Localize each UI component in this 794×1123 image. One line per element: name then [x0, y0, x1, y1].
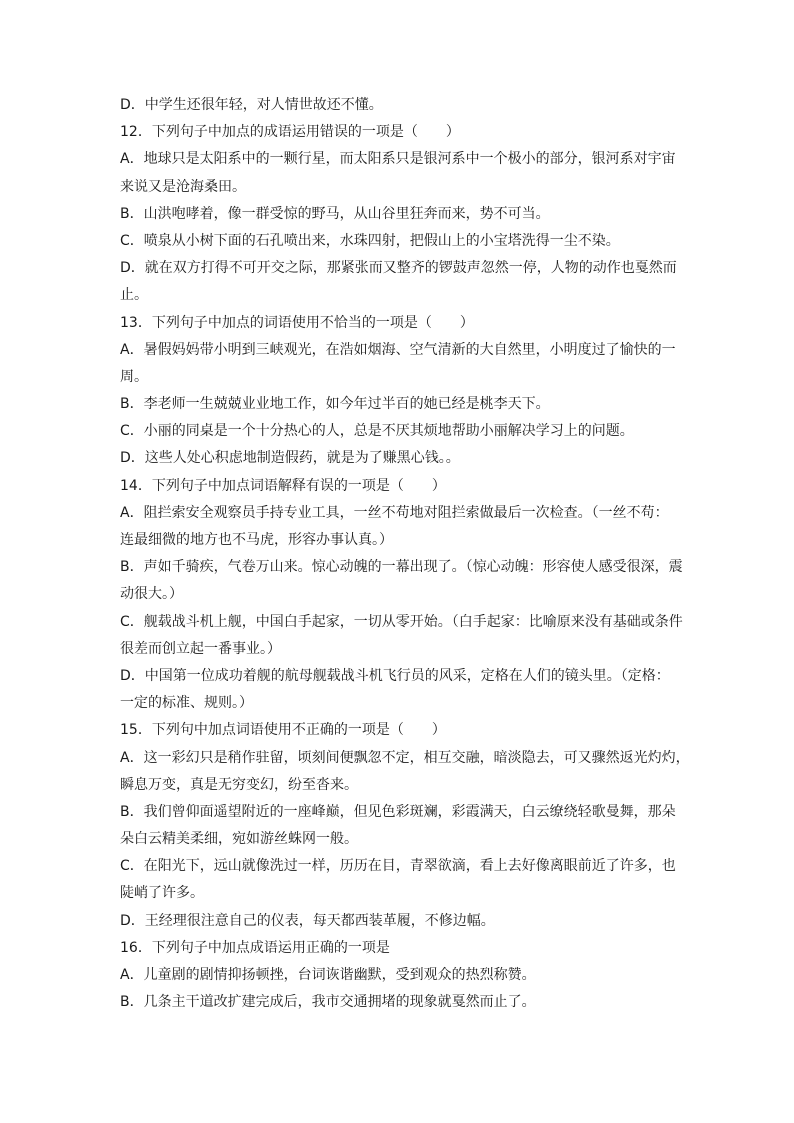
question-line: 13．下列句子中加点的词语使用不恰当的一项是（ ） — [120, 314, 474, 331]
option-line: D．这些人处心积虑地制造假药，就是为了赚黑心钱。。 — [120, 450, 460, 467]
option-line: A．阻拦索安全观察员手持专业工具，一丝不苟地对阻拦索做最后一次检查。（一丝不苟： — [120, 504, 669, 521]
option-line: 朵白云精美柔细，宛如游丝蛛网一般。 — [120, 831, 358, 848]
option-line: 连最细微的地方也不马虎，形容办事认真。） — [120, 532, 393, 548]
option-line: 动很大。） — [120, 586, 183, 603]
question-line: 16．下列句子中加点成语运用正确的一项是 — [120, 939, 390, 956]
option-line: D．中学生还很年轻，对人情世故还不懂。 — [120, 97, 383, 113]
option-line: D．中国第一位成功着舰的航母舰载战斗机飞行员的风采，定格在人们的镜头里。（定格： — [120, 667, 670, 684]
option-line: C．喷泉从小树下面的石孔喷出来，水珠四射，把假山上的小宝塔洗得一尘不染。 — [120, 232, 620, 249]
option-line: A．这一彩幻只是稍作驻留，顷刻间便飘忽不定，相互交融，暗淡隐去，可又骤然返光灼灼， — [120, 749, 690, 766]
option-line: D．就在双方打得不可开交之际，那紧张而又整齐的锣鼓声忽然一停，人物的动作也戛然而 — [120, 260, 677, 277]
option-line: 周。 — [120, 368, 148, 385]
option-line: B．李老师一生兢兢业业地工作，如今年过半百的她已经是桃李天下。 — [120, 396, 550, 413]
option-line: C．舰载战斗机上舰，中国白手起家，一切从零开始。（白手起家：比喻原来没有基础或条件 — [120, 613, 683, 630]
option-line: C．小丽的同桌是一个十分热心的人，总是不厌其烦地帮助小丽解决学习上的问题。 — [120, 423, 634, 440]
option-line: 很差而创立起一番事业。） — [120, 640, 281, 657]
option-line: D．王经理很注意自己的仪表，每天都西装革履，不修边幅。 — [120, 912, 495, 929]
option-line: 一定的标准、规则。） — [120, 695, 253, 712]
option-line: A．地球只是太阳系中的一颗行星，而太阳系只是银河系中一个极小的部分，银河系对宇宙 — [120, 151, 676, 168]
option-line: B．我们曾仰面遥望附近的一座峰巅，但见色彩斑斓，彩霞满天，白云缭绕轻歌曼舞，那朵 — [120, 803, 676, 820]
option-line: A．儿童剧的剧情抑扬顿挫，台词诙谐幽默，受到观众的热烈称赞。 — [120, 967, 536, 983]
document-body — [120, 92, 690, 1016]
option-line: 止。 — [120, 287, 148, 304]
question-line: 14．下列句子中加点词语解释有误的一项是（ ） — [120, 477, 446, 494]
question-line: 12．下列句子中加点的成语运用错误的一项是（ ） — [120, 124, 460, 141]
option-line: 来说又是沧海桑田。 — [120, 178, 246, 195]
option-line: 陡峭了许多。 — [120, 885, 204, 902]
question-line: 15．下列句中加点词语使用不正确的一项是（ ） — [120, 722, 446, 739]
option-line: B．山洪咆哮着，像一群受惊的野马，从山谷里狂奔而来，势不可当。 — [120, 205, 550, 222]
option-line: 瞬息万变，真是无穷变幻，纷至沓来。 — [120, 776, 358, 793]
option-line: B．声如千骑疾，气卷万山来。惊心动魄的一幕出现了。（惊心动魄：形容使人感受很深，震 — [120, 559, 683, 576]
option-line: B．几条主干道改扩建完成后，我市交通拥堵的现象就戛然而止了。 — [120, 994, 536, 1011]
option-line: C．在阳光下，远山就像洗过一样，历历在目，青翠欲滴，看上去好像离眼前近了许多，也 — [120, 858, 676, 875]
option-line: A．暑假妈妈带小明到三峡观光，在浩如烟海、空气清新的大自然里，小明度过了愉快的一 — [120, 341, 676, 358]
